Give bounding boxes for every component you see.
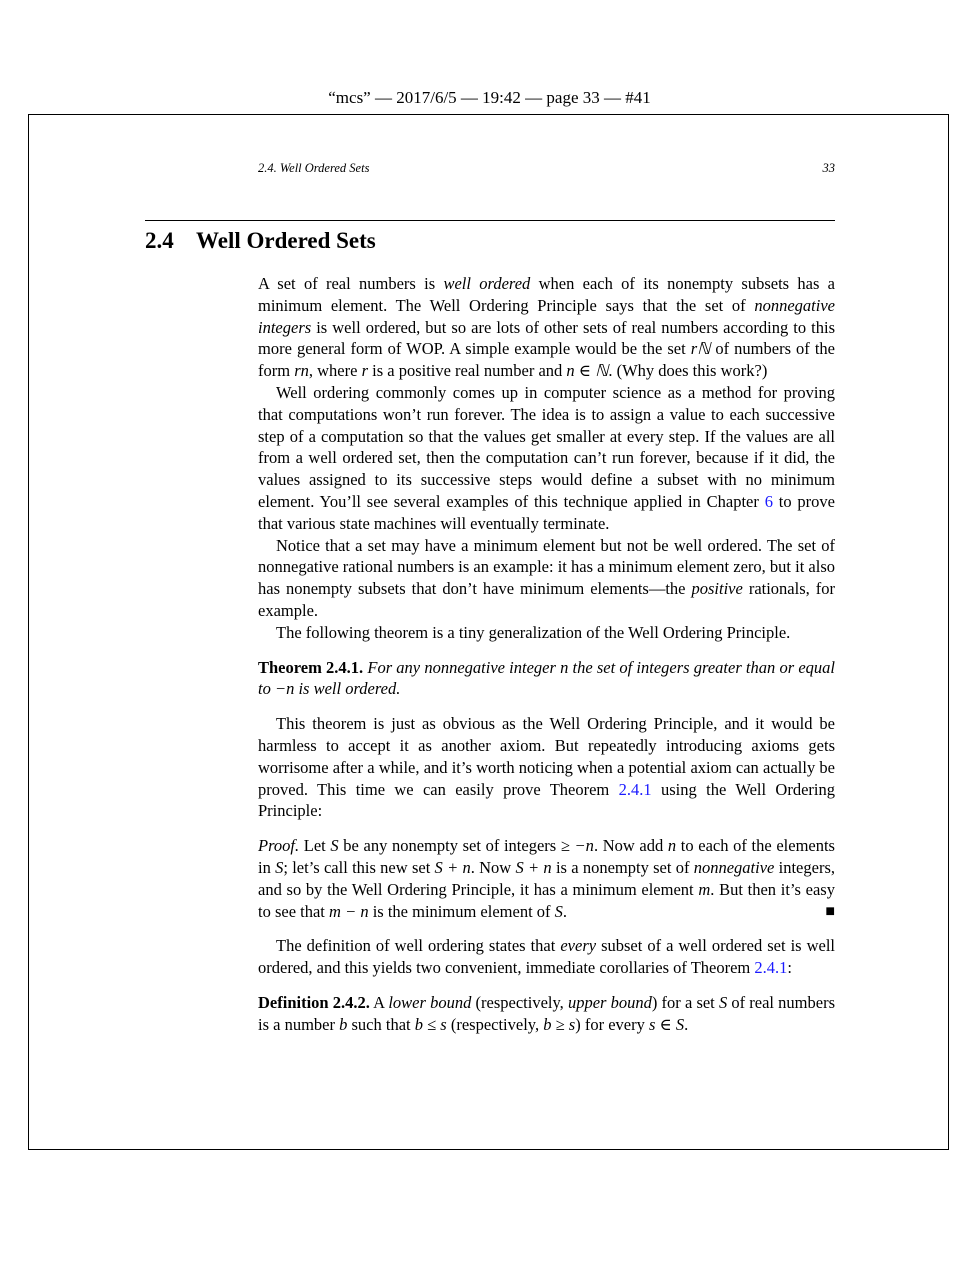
spacer bbox=[258, 644, 835, 657]
page-number: 33 bbox=[822, 161, 835, 175]
text: ) for every bbox=[575, 1014, 649, 1034]
spacer bbox=[258, 922, 835, 935]
math: n bbox=[667, 836, 677, 856]
text: A bbox=[369, 992, 389, 1012]
header-rule bbox=[145, 220, 835, 221]
math: S bbox=[330, 836, 339, 856]
text: This theorem is just as obvious as the Well Ordering Principle, and it would be harmless to accept it as another axiom. But repeatedly introducing axioms gets worrisome after a while, and it’s worth noticing when a potential axiom can actually be proved. This time we can easily prove Theorem bbox=[258, 714, 835, 799]
math: r bbox=[361, 361, 368, 381]
text: is a positive real number and bbox=[367, 361, 567, 381]
math: S bbox=[718, 992, 728, 1012]
text: . bbox=[684, 1014, 689, 1034]
theorem bbox=[258, 657, 835, 701]
section-heading bbox=[145, 228, 376, 254]
paragraph-5 bbox=[258, 713, 835, 822]
math: rn bbox=[294, 361, 309, 381]
text: Let bbox=[299, 836, 331, 856]
text: ) for a set bbox=[651, 992, 719, 1012]
definition-label: Definition 2.4.2. bbox=[258, 992, 370, 1012]
proof-label: Proof. bbox=[258, 836, 300, 856]
chapter-link[interactable]: 6 bbox=[764, 491, 773, 511]
math: b ≤ s bbox=[414, 1014, 447, 1034]
text: The definition of well ordering states that bbox=[276, 936, 561, 956]
text: rationals, for example. bbox=[258, 579, 835, 620]
paragraph-4: The following theorem is a tiny generalization of the Well Ordering Principle. bbox=[276, 622, 791, 642]
math: b bbox=[339, 1014, 348, 1034]
paragraph-6 bbox=[258, 935, 835, 979]
theorem-label: Theorem 2.4.1. bbox=[258, 657, 364, 677]
section-number: 2.4 bbox=[145, 228, 174, 253]
text: : bbox=[787, 958, 792, 978]
text: is well ordered, but so are lots of other sets of real numbers according to this more general form of WOP. A simple example would be the set bbox=[258, 317, 835, 359]
text: such that bbox=[347, 1014, 415, 1034]
math: rℕ bbox=[690, 339, 711, 359]
math: S bbox=[275, 857, 284, 877]
text: to each of the elements in bbox=[258, 836, 835, 877]
header-stamp: “mcs” — 2017/6/5 — 19:42 — page 33 — #41 bbox=[328, 88, 651, 107]
text: ; let’s call this new set bbox=[283, 857, 435, 877]
body-text bbox=[258, 273, 835, 1036]
emphasis: upper bound bbox=[567, 992, 652, 1012]
text: . But then it’s easy to see that bbox=[258, 879, 835, 921]
text: subset of a well ordered set is well ordered, and this yields two convenient, immediate corollaries of Theorem bbox=[258, 936, 835, 978]
text: of real numbers is a number bbox=[258, 992, 836, 1034]
text: . Now add bbox=[593, 836, 668, 856]
theorem-text: For any nonnegative integer n the set of integers greater than or equal to −n is well ordered. bbox=[258, 657, 835, 699]
text: when each of its nonempty subsets has a minimum element. The Well Ordering Principle says that the set of bbox=[258, 274, 836, 315]
theorem-link[interactable]: 2.4.1 bbox=[754, 958, 788, 978]
text: . (Why does this work?) bbox=[608, 361, 768, 381]
emphasis: nonnegative integers bbox=[258, 295, 835, 337]
text: to prove that various state machines will eventually terminate. bbox=[258, 491, 835, 533]
math: n ∈ ℕ bbox=[566, 361, 609, 381]
text: integers, and so by the Well Ordering Principle, it has a minimum element bbox=[258, 857, 835, 899]
text: Notice that a set may have a minimum element but not be well ordered. The set of nonnegative rational numbers is an example: it has a minimum element zero, but it also has nonempty subsets that don’t have minimum elements—the bbox=[258, 535, 835, 599]
math: s ∈ S bbox=[648, 1014, 685, 1034]
math: S + n bbox=[515, 857, 552, 877]
text: is a nonempty set of bbox=[551, 857, 694, 877]
text: (respectively, bbox=[446, 1014, 544, 1034]
math: b ≥ s bbox=[543, 1014, 576, 1034]
text: be any nonempty set of integers bbox=[338, 836, 561, 856]
emphasis: lower bound bbox=[388, 992, 472, 1012]
math: S + n bbox=[434, 857, 471, 877]
proof bbox=[258, 835, 835, 922]
text: A set of real numbers is bbox=[258, 274, 444, 293]
math: m − n bbox=[329, 901, 369, 921]
emphasis: positive bbox=[691, 579, 743, 599]
emphasis: nonnegative bbox=[693, 857, 775, 877]
theorem-link[interactable]: 2.4.1 bbox=[618, 779, 652, 799]
qed-icon: ■ bbox=[825, 902, 835, 920]
running-head-section: 2.4. Well Ordered Sets bbox=[258, 161, 370, 175]
paragraph-2 bbox=[258, 382, 835, 535]
spacer bbox=[258, 700, 835, 713]
definition bbox=[258, 992, 835, 1036]
spacer bbox=[258, 822, 835, 835]
paragraph-1 bbox=[258, 273, 835, 382]
emphasis: every bbox=[560, 936, 597, 956]
text: Well ordering commonly comes up in computer science as a method for proving that computations won’t run forever. The idea is to assign a value to each successive step of a computation so that the values get smaller at every step. If the values are all from a well ordered set, then the computation can’t run forever, because if it did, the values assigned to its successive steps would define a subset with no minimum element. You’ll see several examples of this technique applied in Chapter bbox=[258, 382, 835, 511]
math: m bbox=[698, 879, 711, 899]
text: of numbers of the form bbox=[258, 339, 835, 381]
text: . Now bbox=[470, 857, 516, 877]
paragraph-3 bbox=[258, 535, 835, 622]
text: (respectively, bbox=[471, 992, 568, 1012]
math: S bbox=[554, 901, 563, 921]
section-title: Well Ordered Sets bbox=[196, 228, 376, 253]
emphasis: well ordered bbox=[443, 274, 531, 293]
text: . bbox=[562, 901, 568, 921]
text: is the minimum element of bbox=[368, 901, 555, 921]
text: , where bbox=[308, 361, 362, 381]
math: ≥ −n bbox=[560, 836, 594, 856]
spacer bbox=[258, 979, 835, 992]
text: using the Well Ordering Principle: bbox=[258, 779, 835, 821]
